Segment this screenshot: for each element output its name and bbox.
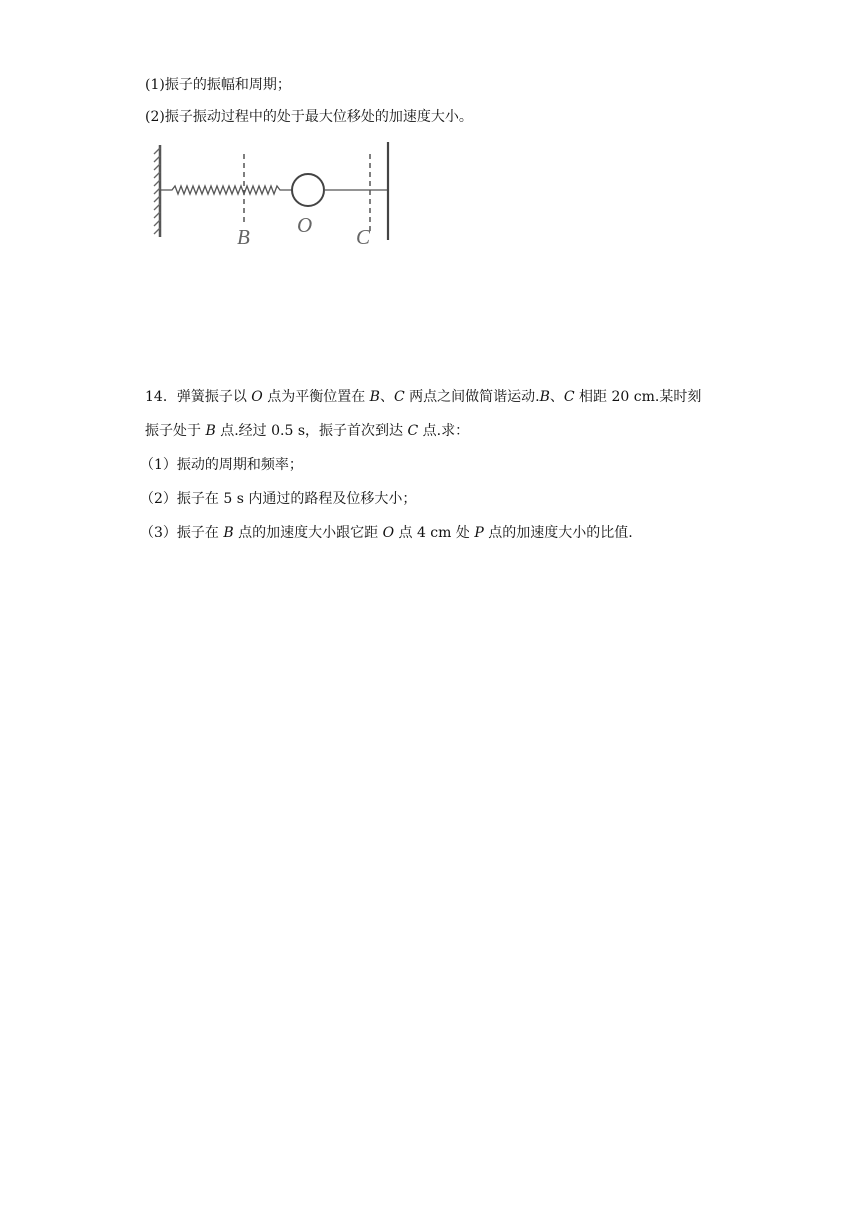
question-14-sub-3: （3）振子在 B 点的加速度大小跟它距 O 点 4 cm 处 P 点的加速度大小的比值. xyxy=(140,525,633,541)
spring-oscillator-figure xyxy=(150,140,410,250)
question-14-line-2: 振子处于 B 点.经过 0.5 s，振子首次到达 C 点.求： xyxy=(145,423,470,439)
spring xyxy=(160,186,292,194)
oscillator-ball xyxy=(292,174,324,206)
part1-question-1: (1)振子的振幅和周期； xyxy=(145,77,291,93)
question-14-sub-2: （2）振子在 5 s 内通过的路程及位移大小； xyxy=(140,491,417,507)
question-14-sub-1: （1）振动的周期和频率； xyxy=(140,457,303,473)
part1-question-2: (2)振子振动过程中的处于最大位移处的加速度大小。 xyxy=(145,109,473,125)
question-14-line-1: 14．弹簧振子以 O 点为平衡位置在 B、C 两点之间做简谐运动.B、C 相距 20 cm.某时刻 xyxy=(145,389,702,405)
question-number: 14． xyxy=(145,389,177,405)
label-b: B xyxy=(237,225,250,249)
label-o: O xyxy=(297,213,313,237)
label-c: C xyxy=(356,225,371,249)
